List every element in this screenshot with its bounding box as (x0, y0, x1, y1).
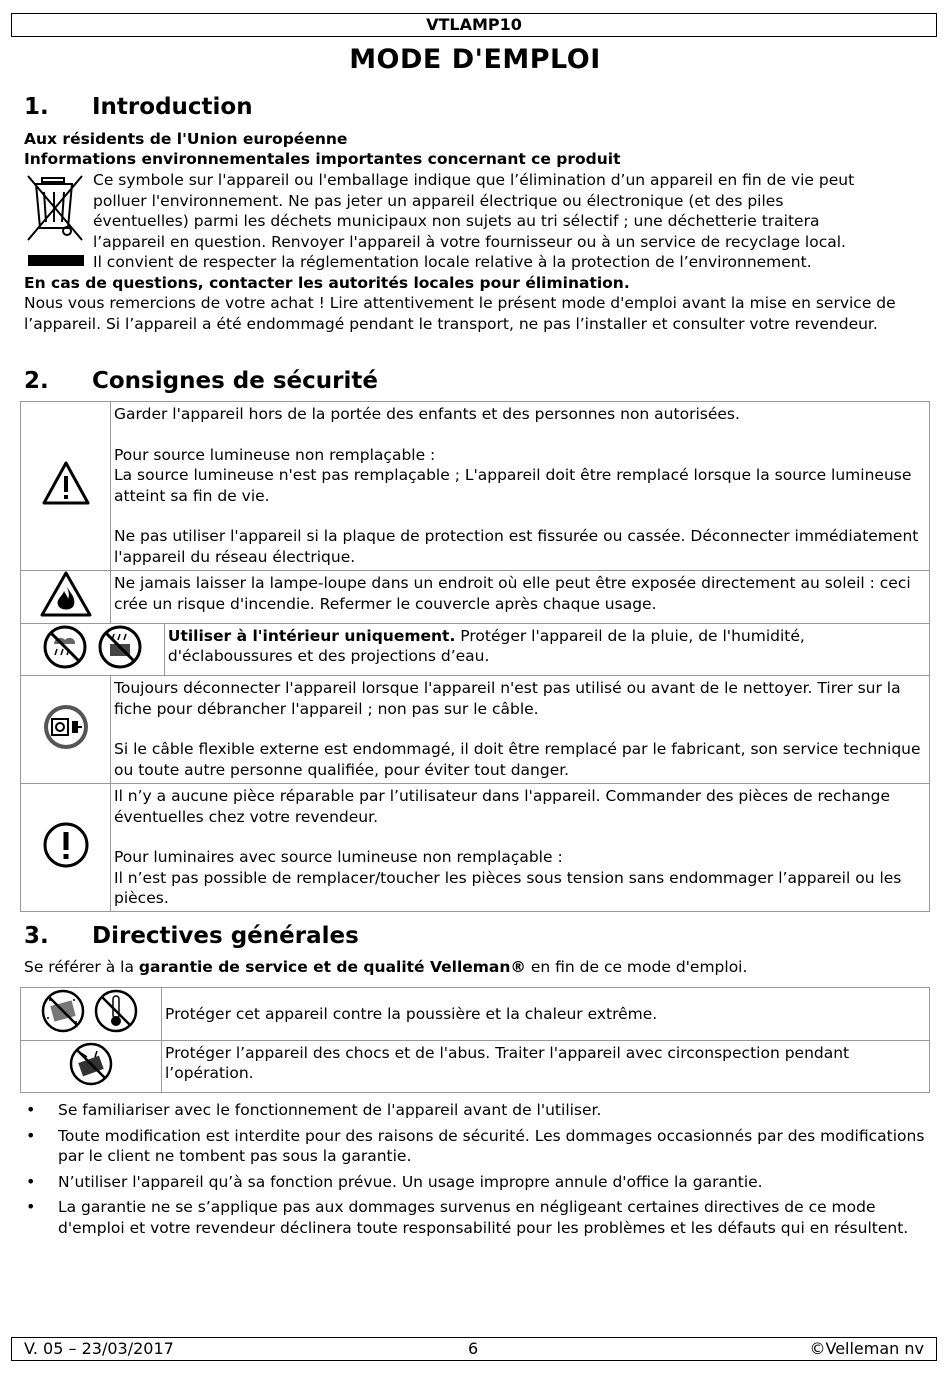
safety-text: Il n’est pas possible de remplacer/toucher les pièces sous tension sans endommager l’appareil ou les pièces. (114, 868, 902, 907)
safety-text (164, 623, 929, 676)
general-row (21, 988, 930, 1041)
safety-text: Pour luminaires avec source lumineuse non remplaçable : (114, 848, 563, 866)
section-title: Consignes de sécurité (92, 368, 378, 394)
weee-text (93, 170, 933, 273)
safety-text: Si le câble flexible externe est endommagé, il doit être remplacé par le fabricant, son service technique ou toute autre personne qualifiée, pour éviter tout danger. (114, 740, 921, 779)
warranty-post: en fin de ce mode d'emploi. (525, 958, 748, 976)
contact-authorities-line: En cas de questions, contacter les autorités locales pour élimination. (24, 274, 630, 292)
safety-text: Ne jamais laisser la lampe-loupe dans un endroit où elle peut être exposée directement au soleil : ceci crée un risque d'incendie. Refermer le couvercle après chaque usage. (111, 571, 930, 624)
warranty-reference (24, 957, 929, 978)
section-1-heading (24, 94, 253, 120)
safety-row (21, 402, 930, 571)
warning-triangle-icon (21, 402, 111, 571)
section-2-heading (24, 368, 378, 394)
general-text: Protéger l’appareil des chocs et de l'abus. Traiter l'appareil avec circonspection pendant l’opération. (162, 1040, 930, 1093)
section-3-heading (24, 923, 359, 949)
general-text: Protéger cet appareil contre la poussière et la chaleur extrême. (162, 988, 930, 1041)
safety-text: Il n’y a aucune pièce réparable par l’utilisateur dans l'appareil. Commander des pièces de rechange éventuelles chez votre revendeur. (114, 787, 891, 826)
eu-residents-line: Aux résidents de l'Union européenne (24, 130, 348, 148)
footer-page-number: 6 (468, 1339, 479, 1358)
safety-row (21, 676, 930, 784)
indoor-use-icons (21, 623, 165, 676)
general-bullet-list (24, 1100, 929, 1243)
safety-table (20, 401, 930, 912)
thanks-paragraph: Nous vous remercions de votre achat ! Lire attentivement le présent mode d'emploi avant la mise en service de l’appareil. Si l’appareil a été endommagé pendant le transport, ne pas l’installer et consulter votre revendeur. (24, 294, 896, 333)
safety-text: Garder l'appareil hors de la portée des enfants et des personnes non autorisées. (114, 405, 740, 423)
safety-row (21, 571, 930, 624)
weee-line: polluer l'environnement. Ne pas jeter un appareil électrique ou électronique (et des piles (93, 191, 784, 210)
fire-hazard-icon (21, 571, 111, 624)
list-item: • Se familiariser avec le fonctionnement de l'appareil avant de l'utiliser. (24, 1100, 929, 1121)
weee-bin-icon (24, 172, 86, 244)
indoor-use-rest: Protéger l'appareil de la pluie, de l'humidité, d'éclaboussures et des projections d’eau. (167, 626, 805, 665)
list-item: • N’utiliser l'appareil qu’à sa fonction prévue. Un usage impropre annule d'office la garantie. (24, 1172, 929, 1193)
list-item: • La garantie ne se s’applique pas aux dommages survenus en négligeant certaines directives de ce mode d'emploi et votre revendeur déclinera toute responsabilité pour les problèmes et les défauts qui en résultent. (24, 1197, 929, 1238)
page-footer (11, 1337, 937, 1361)
safety-text: Toujours déconnecter l'appareil lorsque l'appareil n'est pas utilisé ou avant de le nettoyer. Tirer sur la fiche pour débrancher l'appareil ; non pas sur le câble. (114, 679, 901, 718)
no-shock-icon (21, 1040, 162, 1093)
list-item: • Toute modification est interdite pour des raisons de sécurité. Les dommages occasionnés par des modifications par le client ne tombent pas sous la garantie. (24, 1126, 929, 1167)
safety-text: Pour source lumineuse non remplaçable : (114, 445, 436, 464)
section-number: 2. (24, 368, 49, 394)
exclamation-circle-icon (21, 784, 111, 912)
safety-row (21, 623, 930, 676)
environment-info-line: Informations environnementales importantes concernant ce produit (24, 150, 621, 168)
weee-bar (28, 255, 84, 266)
weee-line: l’appareil en question. Renvoyer l'appareil à votre fournisseur ou à un service de recyclage local. (93, 232, 846, 251)
safety-row (21, 784, 930, 912)
page-title: MODE D'EMPLOI (349, 44, 601, 75)
safety-text: Ne pas utiliser l'appareil si la plaque de protection est fissurée ou cassée. Déconnecter immédiatement l'appareil du réseau électrique. (114, 527, 919, 566)
weee-line: éventuelles) parmi les déchets municipaux non sujets au tri sélectif ; une déchetterie traitera (93, 212, 820, 230)
safety-text: La source lumineuse n'est pas remplaçable ; L'appareil doit être remplacé lorsque la source lumineuse atteint sa fin de vie. (114, 466, 912, 505)
unplug-icon (21, 676, 111, 784)
indoor-use-bold: Utiliser à l'intérieur uniquement. (167, 626, 456, 645)
footer-version: V. 05 – 23/03/2017 (24, 1339, 174, 1358)
warranty-bold: garantie de service et de qualité Velleman® (138, 958, 526, 976)
general-table (20, 987, 930, 1093)
general-row (21, 1040, 930, 1093)
section-number: 3. (24, 923, 49, 949)
section-title: Introduction (92, 94, 253, 120)
page-header: VTLAMP10 (11, 13, 937, 37)
dust-heat-icons (21, 988, 162, 1041)
section-title: Directives générales (92, 923, 359, 949)
weee-line: Ce symbole sur l'appareil ou l'emballage indique que l’élimination d’un appareil en fin de vie peut (93, 171, 855, 189)
warranty-pre: Se référer à la (24, 958, 139, 976)
footer-copyright: ©Velleman nv (809, 1339, 924, 1358)
section-number: 1. (24, 94, 49, 120)
weee-line: Il convient de respecter la réglementation locale relative à la protection de l’environnement. (93, 253, 812, 271)
